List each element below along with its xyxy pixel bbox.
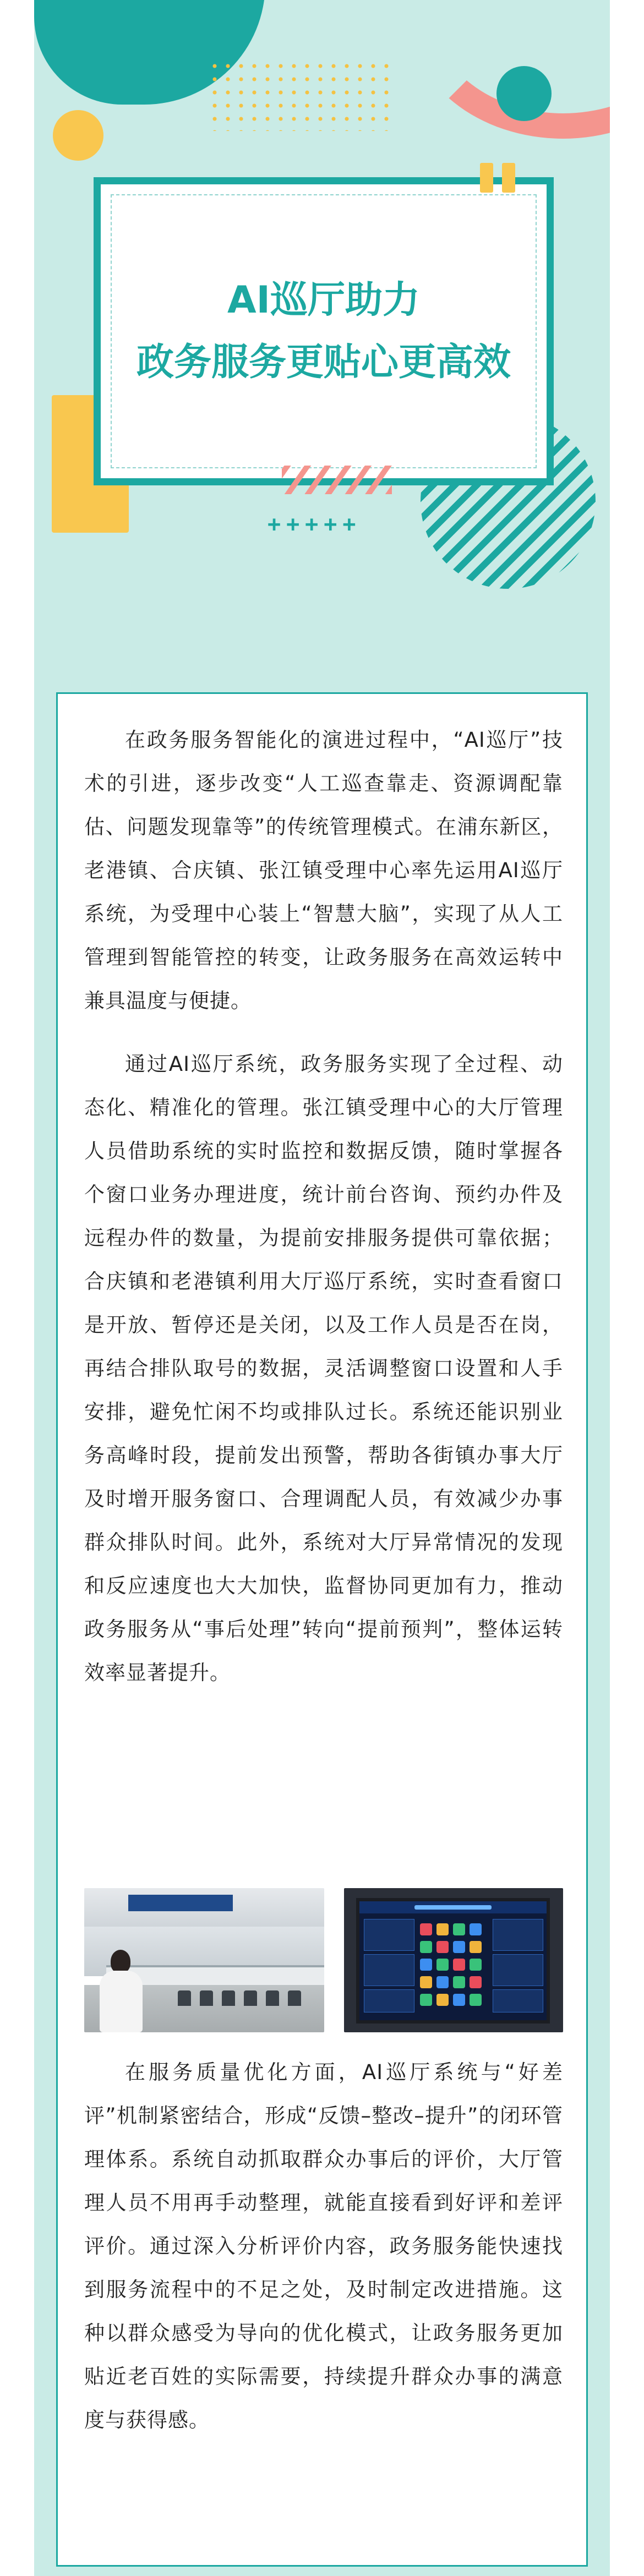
title-card-inner xyxy=(111,194,537,468)
staff-person-figure xyxy=(90,1950,150,2032)
dot-grid-decoration xyxy=(208,59,395,131)
pink-slash-decoration xyxy=(282,466,392,494)
service-hall-photo xyxy=(84,1888,324,2032)
paragraph-1: 在政务服务智能化的演进过程中，“AI巡厅”技术的引进，逐步改变“人工巡查靠走、资源调配靠估、问题发现靠等”的传统管理模式。在浦东新区，老港镇、合庆镇、张江镇受理中心率先运用AI巡厅系统，为受理中心装上“智慧大脑”，实现了从人工管理到智能管控的转变，让政务服务在高效运转中兼具温度与便捷。 xyxy=(84,728,563,1013)
paragraph-2: 通过AI巡厅系统，政务服务实现了全过程、动态化、精准化的管理。张江镇受理中心的大厅管理人员借助系统的实时监控和数据反馈，随时掌握各个窗口业务办理进度，统计前台咨询、预约办件及远程办件的数量，为提前安排服务提供可靠依据；合庆镇和老港镇利用大厅巡厅系统，实时查看窗口是开放、暂停还是关闭，以及工作人员是否在岗，再结合排队取号的数据，灵活调整窗口设置和人手安排，避免忙闲不均或排队过长。系统还能识别业务高峰时段，提前发出预警，帮助各街镇办事大厅及时增开服务窗口、合理调配人员，有效减少办事群众排队时间。此外，系统对大厅异常情况的发现和反应速度也大大加快，监督协同更加有力，推动政务服务从“事后处理”转向“提前预判”，整体运转效率显著提升。 xyxy=(84,1052,563,1684)
plus-row-decoration: +++++ xyxy=(268,512,362,537)
article-card xyxy=(56,692,588,2567)
title-card xyxy=(94,177,554,485)
title-line-1: AI巡厅助力 xyxy=(227,278,420,322)
hall-sign xyxy=(128,1895,233,1911)
yellow-circle-decoration xyxy=(53,110,103,161)
yellow-bars-decoration xyxy=(480,163,530,193)
paragraph-3: 在服务质量优化方面，AI巡厅系统与“好差评”机制紧密结合，形成“反馈–整改–提升”的闭环管理体系。系统自动抓取群众办事后的评价，大厅管理人员不用再手动整理，就能直接看到好评和差评评价。通过深入分析评价内容，政务服务能快速找到服务流程中的不足之处，及时制定改进措施。这种以群众感受为导向的优化模式，让政务服务更加贴近老百姓的实际需要，持续提升群众办事的满意度与获得感。 xyxy=(84,2060,563,2432)
monitor-screen xyxy=(356,1898,550,2023)
ai-monitor-dashboard-photo xyxy=(344,1888,563,2032)
coral-ring-decoration xyxy=(408,0,610,139)
title-line-2: 政务服务更贴心更高效 xyxy=(136,341,511,384)
header-banner xyxy=(34,0,610,633)
teal-circle-decoration xyxy=(496,66,552,121)
